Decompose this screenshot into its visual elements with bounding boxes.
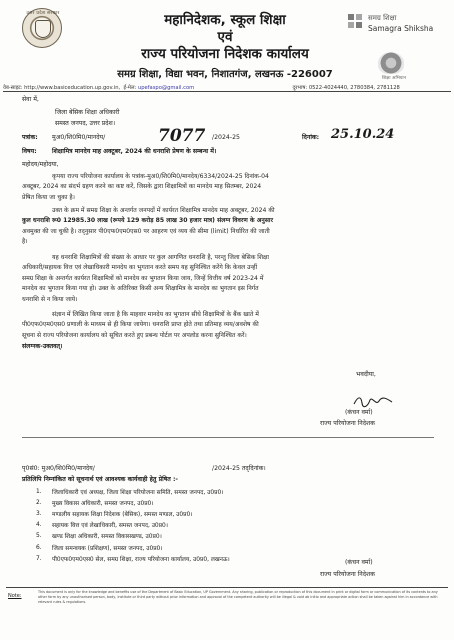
copy-heading: प्रतिलिपि निम्नांकित को सूचनार्थ एवं आवश्यक कार्यवाही हेतु प्रेषित :-	[22, 476, 178, 483]
footer-disclaimer: This document is only for the knowledge and benefits use of the Department of Basic Education, UP Government. Any sharing, publication or reproduction of this document in print or digital form or communication of its contents to any other form by any unauthorised person, body, institute or third party without prior information and approval of the competent authority will be illegal & void ab initio and appropriate action shall be taken against him in accordance with relevant rules & regulations.	[38, 590, 438, 605]
header-address: समग्र शिक्षा, विद्या भवन, निशातगंज, लखनऊ -226007	[117, 69, 333, 80]
website-link[interactable]: http://www.basiceducation.up.gov.in,	[24, 85, 121, 91]
samagra-shiksha-logo-icon	[348, 14, 364, 30]
patrank-label: पत्रांक:	[22, 134, 38, 141]
signer-name: (कंचन वर्मा)	[345, 409, 373, 416]
list-item	[36, 553, 436, 564]
list-item	[36, 497, 436, 508]
header-divider	[3, 91, 451, 92]
paragraph-line: है।	[22, 238, 28, 246]
paragraph-line: उक्त के क्रम में समग्र शिक्षा के अन्तर्गत जनपदों में कार्यरत शिक्षामित्र मानदेय माह अक्टूबर, 2024 की	[52, 207, 275, 214]
addressee-line1: जिला बेसिक शिक्षा अधिकारी	[55, 109, 120, 116]
copy-signer-title: राज्य परियोजना निदेशक	[320, 571, 375, 578]
samagra-shiksha-english: Samagra Shiksha	[368, 24, 434, 33]
date-label: दिनांक:	[302, 134, 320, 141]
phone-label: दूरभाष:	[292, 85, 308, 91]
website-label: वेब-साइट:	[3, 85, 23, 91]
paragraph-line: अक्टूबर, 2024 का संदर्भ ग्रहण करने का कष्ट करें, जिसके द्वारा शिक्षामित्रों का मानदेय माह सितम्बर, 2024	[22, 183, 262, 191]
paragraph-line: प्रेषित किया जा चुका है।	[22, 193, 75, 201]
closing-bhavdiya: भवदीया,	[356, 371, 376, 378]
list-item-number: 2.	[36, 499, 42, 506]
paragraph-line: यह धनराशि शिक्षामित्रों की संख्या के आधार पर कुल आगणित धनराशि है, परन्तु जिला बेसिक शिक्षा	[52, 254, 269, 261]
subject-label: विषय:	[22, 148, 37, 155]
paragraph-line: कृपया राज्य परियोजना कार्यालय के पत्रांक-मुअ0/शि0मि0/मानदेय/6334/2024-25 दिनांक-04	[52, 173, 269, 180]
addressee-seva-me: सेवा में,	[22, 96, 39, 103]
header-office-line2: एवं	[217, 29, 233, 45]
list-item	[36, 486, 436, 497]
paragraph-4	[22, 310, 259, 341]
paragraph-3	[22, 253, 269, 305]
phone-number: 0522-4024440, 2780384, 2781128	[308, 85, 400, 91]
date-handwritten: 25.10.24	[331, 127, 395, 142]
paragraph-line: अवमुक्त की जा चुकी है। तद्नुसार पी0एफ0एम0एस0 पर आहरण एवं व्यय की सीमा (limit) निर्धारित की जाती	[22, 227, 270, 235]
list-item-text: सहायक वित्त एवं लेखाधिकारी, समस्त जनपद, उ0प्र0।	[52, 523, 169, 530]
paragraph-1	[22, 172, 269, 203]
emblem-caption: शिक्षा अभियान	[381, 76, 407, 81]
list-item	[36, 520, 436, 531]
list-item-text: जिला समन्वयक (प्रशिक्षण), समस्त जनपद, उ0प्र0।	[52, 545, 163, 552]
copy-recipient-list	[36, 486, 436, 564]
paragraph-line: समग्र शिक्षा के अन्तर्गत कार्यरत शिक्षामित्रों को मानदेय का भुगतान किया जाय, जिन्हें वित्तीय वर्ष 2023-24 में	[22, 274, 264, 282]
list-item-number: 7.	[36, 555, 42, 562]
paragraph-line: मानदेय का भुगतान किया गया हो। उक्त के अतिरिक्त किसी अन्य शिक्षामित्र के मानदेय का भुगतान इस निर्गत	[22, 285, 259, 293]
list-item	[36, 542, 436, 553]
up-government-emblem-icon	[22, 8, 62, 48]
enclosure-note: संलग्नक-उक्तवत्।	[22, 343, 63, 350]
signature-scribble	[352, 394, 394, 408]
footer-note-label: Note:	[8, 593, 22, 599]
email-link[interactable]: upefaspo@gmail.com	[137, 85, 195, 91]
contact-line	[3, 83, 451, 91]
paragraph-line: कुल धनराशि रू0 12985.30 लाख (रूपये 129 करोड़ 85 लाख 30 हजार मात्र) संलग्न विवरण के अनुसार	[22, 217, 273, 225]
paragraph-line: पी0एफ0एम0एस0 प्रणाली के माध्यम से ही किया जायेगा। धनराशि प्राप्त होते तथा प्रतिमाह व्यय/अवशेष की	[22, 321, 259, 329]
vidya-emblem-icon	[378, 52, 404, 74]
list-item-number: 5.	[36, 533, 42, 540]
paragraph-line: सूचना से राज्य परियोजना कार्यालय को सूचित करते हुए प्रबन्ध पोर्टल पर अपलोड करना सुनिश्चित करें।	[22, 331, 247, 339]
paragraph-2	[22, 206, 275, 248]
paragraph-line: धनराशि से न किया जाये।	[22, 295, 78, 303]
samagra-shiksha-hindi: समग्र शिक्षा	[368, 14, 397, 22]
patrank-text: मुअ0/शि0मि0/मानदेय/	[52, 134, 106, 141]
salutation: महोदय/महोदया,	[22, 161, 59, 168]
letter-number-handwritten: 7077	[158, 126, 206, 146]
list-item-text: खण्ड शिक्षा अधिकारी, समस्त विकासखण्ड, उ0प्र0।	[52, 534, 162, 541]
copy-signer-name: (कंचन वर्मा)	[345, 559, 373, 566]
email-label: ई-मेल:	[123, 85, 137, 91]
list-item-text: पी0एफ0एम0एस0 सेल, समग्र शिक्षा, राज्य परियोजना कार्यालय, उ0प्र0, लखनऊ।	[52, 556, 230, 563]
logo-ring-text: उत्तर प्रदेश सरकार	[26, 11, 60, 16]
emblem-shield-icon	[35, 20, 51, 38]
header-office-line3: राज्य परियोजना निदेशक कार्यालय	[141, 46, 309, 62]
list-item-text: मण्डलीय सहायक शिक्षा निदेशक (बेसिक), समस्त मण्डल, उ0प्र0।	[52, 511, 193, 518]
list-item-number: 4.	[36, 522, 42, 529]
copy-patrank: पृ0सं0: मुअ0/शि0मि0/मानदेय/	[22, 465, 95, 472]
header-office-line1: महानिदेशक, स्कूल शिक्षा	[164, 12, 286, 28]
list-item-number: 1.	[36, 488, 42, 495]
patrank-year: /2024-25	[212, 134, 240, 141]
list-item-number: 3.	[36, 510, 42, 517]
copy-year-date: /2024-25 तद्‌दिनांक।	[212, 465, 266, 472]
paragraph-line: संज्ञान में लिखित किया जाता है कि माहवार मानदेय का भुगतान सीधे शिक्षामित्रों के बैंक खाते में	[52, 311, 259, 318]
list-item	[36, 531, 436, 542]
addressee-line2: समस्त जनपद, उत्तर प्रदेश।	[55, 120, 116, 127]
section-divider	[22, 437, 434, 438]
list-item-number: 6.	[36, 544, 42, 551]
list-item-text: जिलाधिकारी एवं अध्यक्ष, जिला शिक्षा परियोजना समिति, समस्त जनपद, उ0प्र0।	[52, 489, 224, 496]
signer-title: राज्य परियोजना निदेशक	[320, 420, 375, 427]
list-item	[36, 508, 436, 519]
list-item-text: मुख्य विकास अधिकारी, समस्त जनपद, उ0प्र0।	[52, 500, 154, 507]
subject-text: शिक्षामित्र मानदेय माह अक्टूबर, 2024 की धनराशि प्रेषण के सम्बन्ध में।	[52, 148, 217, 155]
paragraph-line: अधिकारी/सहायक वित्त एवं लेखाधिकारी मानदेय का भुगतान करते समय यह सुनिश्चित करेंगे कि केवल उन्हीं	[22, 264, 258, 272]
